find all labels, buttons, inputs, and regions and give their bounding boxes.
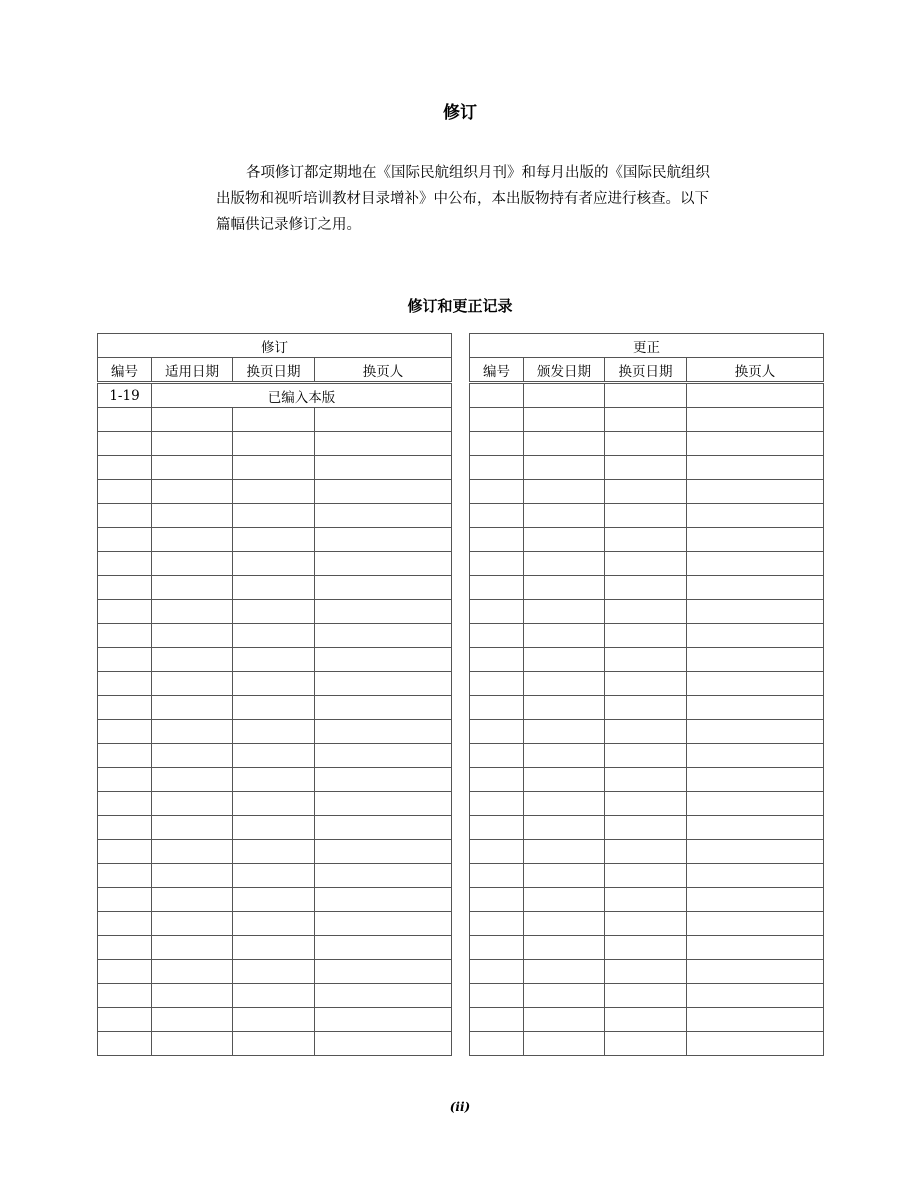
empty-cell — [605, 936, 687, 960]
empty-cell — [524, 792, 605, 816]
empty-cell — [687, 504, 824, 528]
empty-cell — [233, 624, 315, 648]
empty-cell — [605, 600, 687, 624]
revisions-heading: 修订 — [98, 334, 452, 358]
table-row — [98, 432, 452, 456]
empty-cell — [152, 912, 233, 936]
empty-cell — [315, 696, 452, 720]
table-row — [98, 864, 452, 888]
table-row — [470, 792, 824, 816]
empty-cell — [687, 1032, 824, 1056]
empty-cell — [233, 912, 315, 936]
empty-cell — [315, 576, 452, 600]
empty-cell — [605, 456, 687, 480]
empty-cell — [524, 912, 605, 936]
empty-cell — [315, 1008, 452, 1032]
column-header: 换页日期 — [233, 358, 315, 383]
empty-cell — [315, 504, 452, 528]
table-row — [470, 840, 824, 864]
table-row — [98, 720, 452, 744]
empty-cell — [315, 768, 452, 792]
empty-cell — [152, 720, 233, 744]
empty-cell — [687, 624, 824, 648]
table-row — [470, 768, 824, 792]
empty-cell — [687, 984, 824, 1008]
table-row — [470, 696, 824, 720]
empty-cell — [152, 552, 233, 576]
empty-cell — [98, 480, 152, 504]
empty-cell — [98, 672, 152, 696]
empty-cell — [98, 792, 152, 816]
section-title: 修订和更正记录 — [407, 297, 513, 315]
empty-cell — [98, 744, 152, 768]
column-header: 换页人 — [315, 358, 452, 383]
table-row — [470, 600, 824, 624]
empty-cell — [470, 936, 524, 960]
empty-cell — [470, 528, 524, 552]
empty-cell — [524, 648, 605, 672]
empty-cell — [98, 408, 152, 432]
column-header: 颁发日期 — [524, 358, 605, 383]
empty-cell — [605, 840, 687, 864]
empty-cell — [315, 672, 452, 696]
empty-cell — [605, 383, 687, 408]
empty-cell — [470, 504, 524, 528]
empty-cell — [315, 720, 452, 744]
table-row — [470, 864, 824, 888]
empty-cell — [524, 624, 605, 648]
empty-cell — [605, 648, 687, 672]
empty-cell — [687, 696, 824, 720]
empty-cell — [605, 480, 687, 504]
table-row — [470, 552, 824, 576]
table-row — [98, 552, 452, 576]
page-number: (ii) — [449, 1100, 471, 1114]
table-row — [98, 960, 452, 984]
empty-cell — [687, 672, 824, 696]
empty-cell — [524, 816, 605, 840]
empty-cell — [524, 984, 605, 1008]
empty-cell — [524, 528, 605, 552]
table-row — [98, 840, 452, 864]
table-row — [470, 960, 824, 984]
table-row — [98, 383, 452, 408]
empty-cell — [315, 480, 452, 504]
empty-cell — [152, 984, 233, 1008]
empty-cell — [524, 432, 605, 456]
empty-cell — [98, 528, 152, 552]
empty-cell — [233, 864, 315, 888]
empty-cell — [687, 456, 824, 480]
empty-cell — [470, 383, 524, 408]
table-row — [98, 576, 452, 600]
empty-cell — [470, 456, 524, 480]
empty-cell — [233, 576, 315, 600]
empty-cell — [233, 480, 315, 504]
empty-cell — [233, 528, 315, 552]
empty-cell — [315, 912, 452, 936]
table-row — [470, 432, 824, 456]
table-row — [98, 984, 452, 1008]
table-row — [98, 744, 452, 768]
empty-cell — [152, 816, 233, 840]
empty-cell — [233, 840, 315, 864]
empty-cell — [605, 672, 687, 696]
empty-cell — [152, 888, 233, 912]
empty-cell — [470, 672, 524, 696]
empty-cell — [98, 912, 152, 936]
empty-cell — [687, 960, 824, 984]
empty-cell — [470, 1008, 524, 1032]
empty-cell — [470, 792, 524, 816]
empty-cell — [233, 936, 315, 960]
table-row — [98, 528, 452, 552]
empty-cell — [152, 624, 233, 648]
empty-cell — [98, 936, 152, 960]
empty-cell — [98, 504, 152, 528]
table-row — [470, 672, 824, 696]
empty-cell — [233, 504, 315, 528]
empty-cell — [315, 648, 452, 672]
empty-cell — [233, 456, 315, 480]
column-header: 编号 — [470, 358, 524, 383]
empty-cell — [315, 984, 452, 1008]
empty-cell — [687, 768, 824, 792]
table-row — [470, 576, 824, 600]
empty-cell — [233, 792, 315, 816]
empty-cell — [315, 528, 452, 552]
empty-cell — [152, 528, 233, 552]
empty-cell — [524, 1008, 605, 1032]
empty-cell — [233, 1008, 315, 1032]
empty-cell — [687, 600, 824, 624]
empty-cell — [470, 576, 524, 600]
empty-cell — [470, 864, 524, 888]
empty-cell — [687, 383, 824, 408]
table-row — [470, 504, 824, 528]
empty-cell — [233, 648, 315, 672]
empty-cell — [315, 960, 452, 984]
empty-cell — [524, 768, 605, 792]
empty-cell — [315, 408, 452, 432]
empty-cell — [470, 984, 524, 1008]
table-row — [470, 408, 824, 432]
page-title: 修订 — [443, 103, 477, 123]
empty-cell — [605, 408, 687, 432]
table-row — [98, 696, 452, 720]
table-row — [470, 624, 824, 648]
empty-cell — [98, 432, 152, 456]
empty-cell — [470, 408, 524, 432]
table-row — [98, 624, 452, 648]
table-row — [98, 816, 452, 840]
empty-cell — [315, 744, 452, 768]
table-row — [470, 744, 824, 768]
empty-cell — [687, 480, 824, 504]
empty-cell — [315, 624, 452, 648]
empty-cell — [152, 744, 233, 768]
empty-cell — [98, 600, 152, 624]
table-row — [470, 888, 824, 912]
table-row — [98, 912, 452, 936]
empty-cell — [315, 456, 452, 480]
empty-cell — [152, 576, 233, 600]
empty-cell — [152, 792, 233, 816]
empty-cell — [470, 624, 524, 648]
table-row — [98, 1008, 452, 1032]
empty-cell — [98, 1032, 152, 1056]
empty-cell — [98, 768, 152, 792]
empty-cell — [524, 864, 605, 888]
empty-cell — [152, 408, 233, 432]
empty-cell — [470, 1032, 524, 1056]
empty-cell — [687, 648, 824, 672]
table-row — [98, 768, 452, 792]
revision-note-cell: 已编入本版 — [152, 383, 452, 408]
empty-cell — [524, 576, 605, 600]
empty-cell — [524, 408, 605, 432]
empty-cell — [687, 432, 824, 456]
empty-cell — [470, 552, 524, 576]
empty-cell — [605, 1032, 687, 1056]
empty-cell — [152, 960, 233, 984]
empty-cell — [315, 840, 452, 864]
empty-cell — [605, 792, 687, 816]
empty-cell — [315, 816, 452, 840]
empty-cell — [98, 888, 152, 912]
empty-cell — [233, 672, 315, 696]
empty-cell — [687, 912, 824, 936]
empty-cell — [152, 504, 233, 528]
empty-cell — [687, 888, 824, 912]
empty-cell — [233, 960, 315, 984]
empty-cell — [605, 552, 687, 576]
table-row — [98, 480, 452, 504]
empty-cell — [605, 1008, 687, 1032]
empty-cell — [687, 792, 824, 816]
empty-cell — [524, 552, 605, 576]
table-row — [470, 383, 824, 408]
revision-number-cell: 1-19 — [98, 383, 152, 408]
empty-cell — [605, 504, 687, 528]
empty-cell — [98, 840, 152, 864]
empty-cell — [98, 1008, 152, 1032]
empty-cell — [605, 432, 687, 456]
empty-cell — [233, 432, 315, 456]
table-row — [98, 408, 452, 432]
empty-cell — [687, 552, 824, 576]
empty-cell — [152, 1008, 233, 1032]
empty-cell — [470, 840, 524, 864]
empty-cell — [687, 936, 824, 960]
table-row — [470, 1008, 824, 1032]
table-row — [98, 672, 452, 696]
table-row — [470, 936, 824, 960]
empty-cell — [152, 768, 233, 792]
table-row — [98, 792, 452, 816]
table-row — [470, 912, 824, 936]
empty-cell — [605, 576, 687, 600]
table-row — [470, 1032, 824, 1056]
empty-cell — [98, 552, 152, 576]
empty-cell — [233, 696, 315, 720]
empty-cell — [605, 744, 687, 768]
empty-cell — [470, 768, 524, 792]
empty-cell — [524, 383, 605, 408]
empty-cell — [152, 1032, 233, 1056]
table-row — [470, 984, 824, 1008]
empty-cell — [98, 864, 152, 888]
empty-cell — [315, 864, 452, 888]
empty-cell — [233, 408, 315, 432]
empty-cell — [233, 600, 315, 624]
empty-cell — [524, 504, 605, 528]
empty-cell — [524, 480, 605, 504]
empty-cell — [98, 816, 152, 840]
column-header: 编号 — [98, 358, 152, 383]
empty-cell — [524, 888, 605, 912]
empty-cell — [524, 960, 605, 984]
empty-cell — [524, 720, 605, 744]
empty-cell — [524, 456, 605, 480]
empty-cell — [152, 600, 233, 624]
empty-cell — [233, 768, 315, 792]
table-row — [98, 648, 452, 672]
empty-cell — [605, 816, 687, 840]
empty-cell — [605, 696, 687, 720]
empty-cell — [315, 432, 452, 456]
empty-cell — [687, 528, 824, 552]
empty-cell — [605, 984, 687, 1008]
empty-cell — [524, 672, 605, 696]
corrections-heading: 更正 — [470, 334, 824, 358]
empty-cell — [315, 600, 452, 624]
empty-cell — [233, 1032, 315, 1056]
empty-cell — [152, 840, 233, 864]
empty-cell — [605, 912, 687, 936]
empty-cell — [605, 624, 687, 648]
empty-cell — [315, 552, 452, 576]
empty-cell — [233, 888, 315, 912]
table-row — [470, 528, 824, 552]
empty-cell — [152, 456, 233, 480]
empty-cell — [524, 696, 605, 720]
corrections-table — [469, 333, 824, 1056]
empty-cell — [687, 864, 824, 888]
empty-cell — [152, 432, 233, 456]
empty-cell — [233, 744, 315, 768]
empty-cell — [524, 840, 605, 864]
empty-cell — [524, 744, 605, 768]
table-row — [98, 888, 452, 912]
empty-cell — [98, 648, 152, 672]
empty-cell — [315, 888, 452, 912]
empty-cell — [152, 672, 233, 696]
table-row — [98, 600, 452, 624]
empty-cell — [233, 816, 315, 840]
table-row — [98, 456, 452, 480]
empty-cell — [605, 528, 687, 552]
empty-cell — [152, 864, 233, 888]
table-row — [470, 480, 824, 504]
empty-cell — [98, 456, 152, 480]
empty-cell — [470, 960, 524, 984]
table-row — [98, 936, 452, 960]
empty-cell — [152, 648, 233, 672]
column-header: 换页日期 — [605, 358, 687, 383]
empty-cell — [605, 888, 687, 912]
table-row — [470, 648, 824, 672]
empty-cell — [233, 720, 315, 744]
empty-cell — [605, 768, 687, 792]
empty-cell — [605, 960, 687, 984]
empty-cell — [470, 720, 524, 744]
empty-cell — [524, 600, 605, 624]
empty-cell — [152, 696, 233, 720]
empty-cell — [233, 552, 315, 576]
empty-cell — [470, 432, 524, 456]
empty-cell — [687, 744, 824, 768]
table-row — [98, 1032, 452, 1056]
table-row — [470, 720, 824, 744]
empty-cell — [470, 648, 524, 672]
table-row — [98, 504, 452, 528]
empty-cell — [605, 720, 687, 744]
table-row — [470, 456, 824, 480]
empty-cell — [98, 984, 152, 1008]
empty-cell — [605, 864, 687, 888]
empty-cell — [315, 1032, 452, 1056]
empty-cell — [687, 840, 824, 864]
column-header: 适用日期 — [152, 358, 233, 383]
empty-cell — [470, 600, 524, 624]
empty-cell — [98, 960, 152, 984]
empty-cell — [470, 912, 524, 936]
empty-cell — [687, 408, 824, 432]
empty-cell — [470, 816, 524, 840]
empty-cell — [152, 480, 233, 504]
empty-cell — [98, 624, 152, 648]
empty-cell — [687, 1008, 824, 1032]
empty-cell — [524, 936, 605, 960]
empty-cell — [470, 696, 524, 720]
empty-cell — [152, 936, 233, 960]
empty-cell — [470, 888, 524, 912]
empty-cell — [687, 576, 824, 600]
empty-cell — [315, 936, 452, 960]
empty-cell — [98, 720, 152, 744]
empty-cell — [524, 1032, 605, 1056]
intro-paragraph: 各项修订都定期地在《国际民航组织月刊》和每月出版的《国际民航组织出版物和视听培训教材目录增补》中公布，本出版物持有者应进行核查。以下篇幅供记录修订之用。 — [216, 165, 710, 233]
empty-cell — [687, 720, 824, 744]
empty-cell — [470, 480, 524, 504]
column-header: 换页人 — [687, 358, 824, 383]
revisions-table — [97, 333, 452, 1056]
table-row — [470, 816, 824, 840]
empty-cell — [687, 816, 824, 840]
empty-cell — [98, 696, 152, 720]
empty-cell — [315, 792, 452, 816]
empty-cell — [233, 984, 315, 1008]
empty-cell — [470, 744, 524, 768]
empty-cell — [98, 576, 152, 600]
